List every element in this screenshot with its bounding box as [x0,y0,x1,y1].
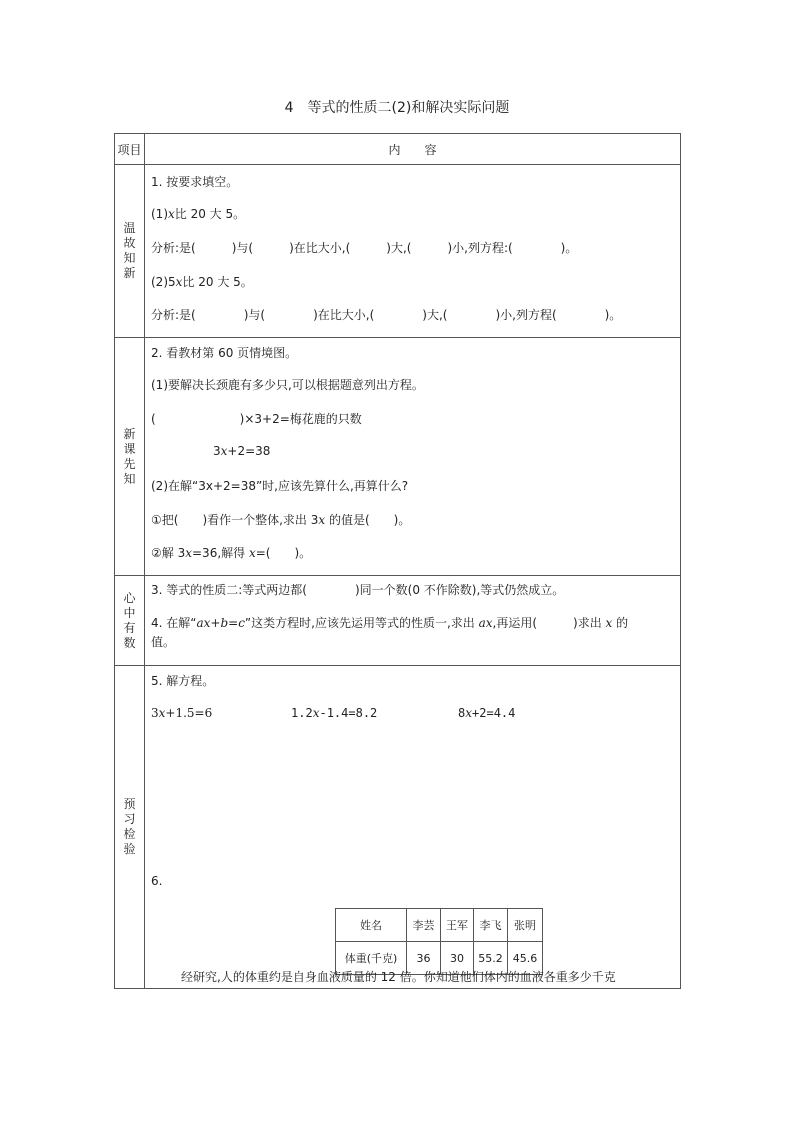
question-6-text: 经研究,人的体重约是自身血液质量的 12 倍。你知道他们体内的血液各重多少千克 [181,970,616,984]
question-2: 2. 看教材第 60 页情境图。 [151,346,298,360]
table-cell: 36 [407,942,441,975]
header-content: 内 容 [145,134,681,165]
equation-5-3: 8x+2=4.4 [458,706,516,720]
table-cell: 体重(千克) [336,942,407,975]
weight-table [335,908,543,975]
question-1-part-2: (2)5x比 20 大 5。 [151,275,253,289]
question-4: 4. 在解“ax+b=c”这类方程时,应该先运用等式的性质一,求出 ax,再运用( )求出 x 的 [151,616,629,630]
table-cell: 张明 [508,909,543,942]
question-1: 1. 按要求填空。 [151,175,239,189]
table-cell: 姓名 [336,909,407,942]
table-cell: 55.2 [474,942,508,975]
equation-5-2: 1.2x-1.4=8.2 [291,706,378,720]
section-check [115,666,681,989]
table-cell: 李飞 [474,909,508,942]
section-label-check: 预习检验 [123,797,136,856]
weight-table-header [336,909,543,942]
section-key-points [115,576,681,666]
lesson-title: 等式的性质二(2)和解决实际问题 [307,100,510,116]
question-2-part-2: (2)在解“3x+2=38”时,应该先算什么,再算什么? [151,479,409,493]
step-2: ②解 3x=36,解得 x=( )。 [151,546,312,560]
section-label-preview: 新课先知 [123,426,136,486]
header-row [115,134,681,165]
table-cell: 30 [441,942,474,975]
question-3: 3. 等式的性质二:等式两边都( )同一个数(0 不作除数),等式仍然成立。 [151,583,565,597]
question-6: 6. [151,874,163,888]
section-label-key-points: 心中有数 [123,590,136,650]
analysis-2: 分析:是( )与( )在比大小,( )大,( )小,列方程( )。 [151,308,622,322]
table-cell: 李芸 [407,909,441,942]
question-4-cont: 值。 [151,635,176,649]
analysis-1: 分析:是( )与( )在比大小,( )大,( )小,列方程:( )。 [151,241,578,255]
step-1: ①把( )看作一个整体,求出 3x 的值是( )。 [151,513,411,527]
question-5: 5. 解方程。 [151,674,215,688]
lesson-table [114,133,681,989]
table-cell: 45.6 [508,942,543,975]
lesson-number: 4 [284,100,294,116]
equation-5-1: 3x+1.5=6 [151,706,213,720]
question-1-part-1: (1)x比 20 大 5。 [151,207,246,221]
section-review [115,165,681,338]
question-2-part-1: (1)要解决长颈鹿有多少只,可以根据题意列出方程。 [151,378,424,392]
equation: 3x+2=38 [213,444,271,458]
table-cell: 王军 [441,909,474,942]
header-project: 项目 [115,134,145,165]
equation-hint: ( )×3+2=梅花鹿的只数 [151,412,362,426]
section-label-review: 温故知新 [123,221,136,280]
section-preview [115,338,681,576]
page-title [0,97,794,117]
